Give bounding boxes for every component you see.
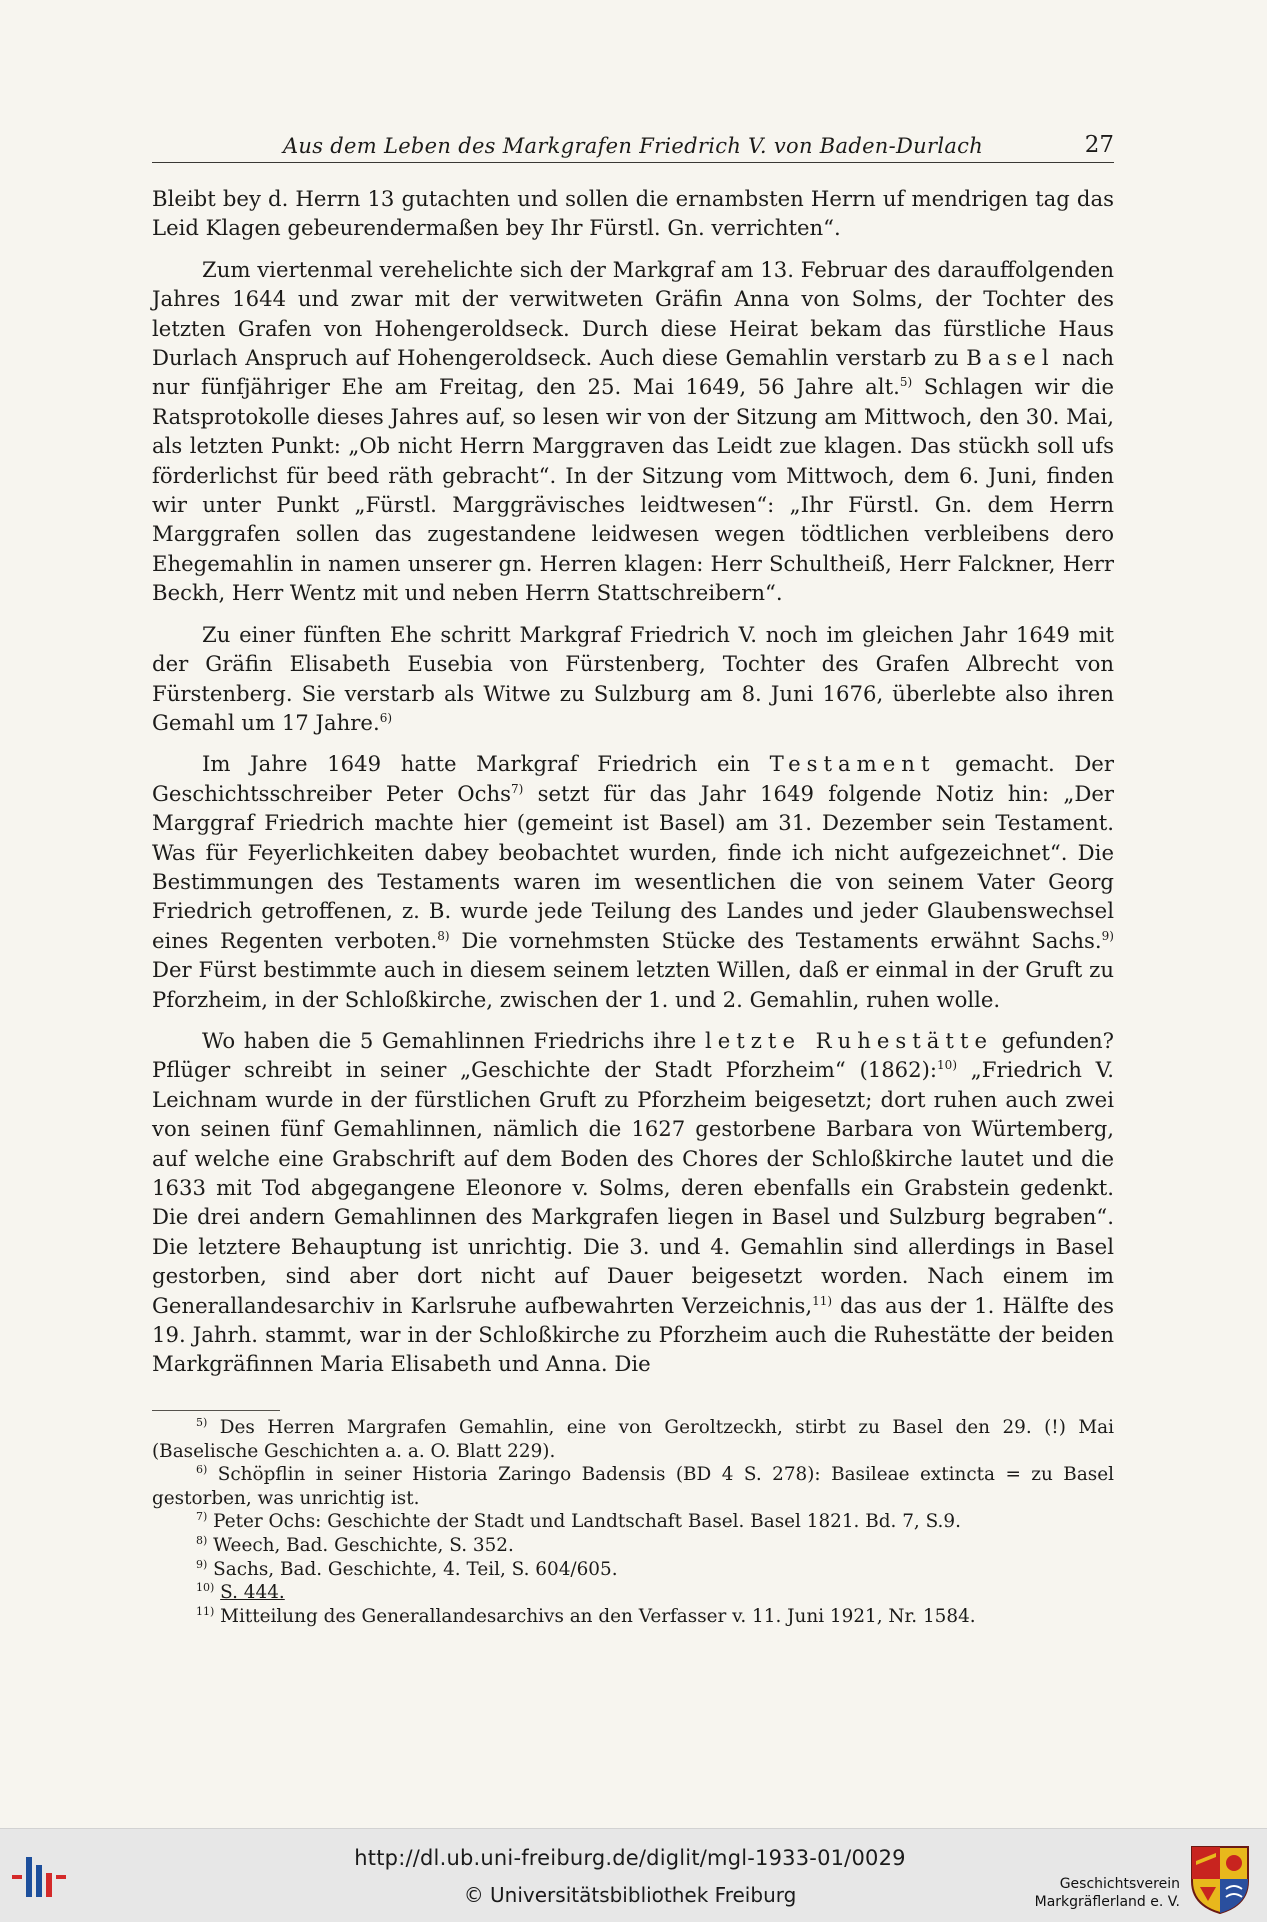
footnote-text: S. 444.	[220, 1582, 285, 1604]
paragraph-text: Der Fürst bestimmte auch in diesem seinem letzten Willen, daß er einmal in der Gruft zu Pforzheim, in der Schloßkirche, zwischen der 1. und 2. Gemahlin, ruhen wolle.	[152, 957, 1114, 1012]
paragraph	[152, 184, 1114, 243]
paragraph-text: Im Jahre 1649 hatte Markgraf Friedrich ein	[202, 751, 750, 777]
running-title: Aus dem Leben des Markgrafen Friedrich V. von Baden-Durlach	[282, 134, 984, 158]
paragraph-text: gemacht. Der Geschichtsschreiber Peter Ochs	[152, 751, 1114, 806]
copyright-notice: © Universitätsbibliothek Freiburg	[463, 1883, 797, 1907]
society-name-line: Geschichtsverein	[1059, 1876, 1180, 1892]
footnote-text: Schöpflin in seiner Historia Zaringo Badensis (BD 4 S. 278): Basileae extincta = zu Basel gestorben, was unrichtig ist.	[152, 1464, 1114, 1509]
footnote	[152, 1581, 1114, 1605]
markgraeflerland-crest-icon	[1188, 1843, 1252, 1915]
footnote-mark: 10)	[196, 1581, 215, 1595]
footnote-ref[interactable]: 10)	[937, 1058, 957, 1073]
permalink-url[interactable]: http://dl.ub.uni-freiburg.de/diglit/mgl-1933-01/0029	[354, 1846, 906, 1870]
paragraph-text: setzt für das Jahr 1649 folgende Notiz hin: „Der Marggraf Friedrich machte hier (gemeint ist Basel) am 31. Dezember sein Testament. Was für Feyerlichkeiten dabey beobachtet wurden, finde ich nicht aufgezeichnet“. Die Bestimmungen des Testaments waren im wesentlichen die von seinem Vater Georg Friedrich getroffenen, z. B. wurde jede Teilung des Landes und jeder Glaubenswechsel eines Regenten verboten.	[152, 780, 1114, 953]
footnote-ref[interactable]: 6)	[379, 710, 393, 725]
spaced-emphasis: letzte Ruhestätte	[704, 1027, 993, 1053]
footnote-text: Des Herren Margrafen Gemahlin, eine von Geroltzeckh, stirbt zu Basel den 29. (!) Mai (Baselische Geschichten a. a. O. Blatt 229).	[152, 1417, 1114, 1462]
paragraph	[152, 1026, 1114, 1379]
paragraph-text: Zu einer fünften Ehe schritt Markgraf Friedrich V. noch im gleichen Jahr 1649 mit der Gräfin Elisabeth Eusebia von Fürstenberg, Tochter des Grafen Albrecht von Fürstenberg. Sie verstarb als Witwe zu Sulzburg am 8. Juni 1676, überlebte also ihren Gemahl um 17 Jahre.	[152, 621, 1114, 735]
footnote-ref[interactable]: 8)	[437, 928, 450, 943]
footnote-ref[interactable]: 9)	[1101, 928, 1114, 943]
footnote-mark: 9)	[196, 1557, 208, 1571]
paragraph-text: Schlagen wir die Ratsprotokolle dieses Jahres auf, so lesen wir von der Sitzung am Mittwoch, den 30. Mai, als letzten Punkt: „Ob nicht Herrn Marggraven das Leidt zue klagen. Das stückh soll ufs förderlichst für beed räth gebracht“. In der Sitzung vom Mittwoch, dem 6. Juni, finden wir unter Punkt „Fürstl. Marggrävisches leidtwesen“: „Ihr Fürstl. Gn. dem Herrn Marggrafen sollen das zugestandene leidwesen wegen tödtlichen verbleibens dero Ehegemahlin in namen unserer gn. Herren klagen: Herr Schultheiß, Herr Falckner, Herr Beckh, Herr Wentz mit und neben Herrn Stattschreibern“.	[152, 374, 1114, 606]
footnote-ref[interactable]: 11)	[812, 1293, 833, 1308]
paragraph-text: Wo haben die 5 Gemahlinnen Friedrichs ihre	[202, 1027, 697, 1053]
footnotes	[152, 1416, 1114, 1628]
footnote-ref[interactable]: 5)	[899, 375, 913, 390]
paragraph-text: gefunden? Pflüger schreibt in seiner „Geschichte der Stadt Pforzheim“ (1862):	[152, 1027, 1114, 1083]
paragraph	[152, 749, 1114, 1014]
footnote	[152, 1463, 1114, 1510]
footnote-text: Sachs, Bad. Geschichte, 4. Teil, S. 604/605.	[213, 1558, 618, 1580]
society-name	[1010, 1875, 1180, 1911]
page-number: 27	[1084, 132, 1114, 158]
spaced-emphasis: Testament	[769, 751, 936, 777]
footnote	[152, 1534, 1114, 1558]
paragraph-text: nach nur fünfjähriger Ehe am Freitag, den 25. Mai 1649, 56 Jahre alt.	[152, 345, 1114, 400]
paragraph-text: Zum viertenmal verehelichte sich der Markgraf am 13. Februar des darauffolgenden Jahres 1644 und zwar mit der verwitweten Gräfin Anna von Solms, der Tochter des letzten Grafen von Hohengeroldseck. Durch diese Heirat bekam das fürstliche Haus Durlach Anspruch auf Hohengeroldseck. Auch diese Gemahlin verstarb zu	[152, 256, 1114, 371]
footnote-divider	[152, 1410, 280, 1411]
footnote-ref[interactable]: 7)	[510, 781, 524, 796]
paragraph-text: Bleibt bey d. Herrn 13 gutachten und sollen die ernambsten Herrn uf mendrigen tag das Leid Klagen gebeurendermaßen bey Ihr Fürstl. Gn. verrichten“.	[152, 186, 1114, 241]
footnote-mark: 11)	[196, 1604, 215, 1618]
paragraph	[152, 255, 1114, 608]
paragraph-text: „Friedrich V. Leichnam wurde in der fürstlichen Gruft zu Pforzheim beigesetzt; dort ruhen auch zwei von seinen fünf Gemahlinnen, nämlich die 1627 gestorbene Barbara von Würtemberg, auf welche eine Grabschrift auf dem Boden des Chores der Schloßkirche lautet und die 1633 mit Tod abgegangene Eleonore v. Solms, deren ebenfalls ein Grabstein gedenkt. Die drei andern Gemahlinnen des Markgrafen liegen in Basel und Sulzburg begraben“. Die letztere Behauptung ist unrichtig. Die 3. und 4. Gemahlin sind allerdings in Basel gestorben, sind aber dort nicht auf Dauer beigesetzt worden. Nach einem im Generallandesarchiv in Karlsruhe aufbewahrten Verzeichnis,	[152, 1057, 1114, 1318]
society-name-line: Markgräflerland e. V.	[1034, 1894, 1180, 1910]
footnote	[152, 1416, 1114, 1463]
footnote	[152, 1605, 1114, 1629]
body-text	[152, 184, 1114, 1391]
footnote	[152, 1558, 1114, 1582]
running-head	[152, 122, 1114, 163]
footnote-mark: 7)	[196, 1510, 208, 1524]
paragraph-text: das aus der 1. Hälfte des 19. Jahrh. stammt, war in der Schloßkirche zu Pforzheim auch die Ruhestätte der beiden Markgräfinnen Maria Elisabeth und Anna. Die	[152, 1292, 1114, 1377]
ub-freiburg-logo-icon[interactable]	[10, 1847, 82, 1907]
footnote-text: Weech, Bad. Geschichte, S. 352.	[213, 1534, 514, 1556]
footnote-text: Peter Ochs: Geschichte der Stadt und Landtschaft Basel. Basel 1821. Bd. 7, S.9.	[213, 1511, 961, 1533]
footnote-mark: 5)	[196, 1415, 208, 1429]
paragraph-text: Die vornehmsten Stücke des Testaments erwähnt Sachs.	[461, 927, 1102, 953]
viewer-footer	[0, 1828, 1267, 1922]
footnote-mark: 6)	[196, 1463, 208, 1477]
spaced-emphasis: Basel	[966, 345, 1055, 371]
footnote	[152, 1510, 1114, 1534]
footnote-text: Mitteilung des Generallandesarchivs an den Verfasser v. 11. Juni 1921, Nr. 1584.	[220, 1605, 976, 1627]
footnote-mark: 8)	[196, 1533, 208, 1547]
paragraph	[152, 620, 1114, 738]
